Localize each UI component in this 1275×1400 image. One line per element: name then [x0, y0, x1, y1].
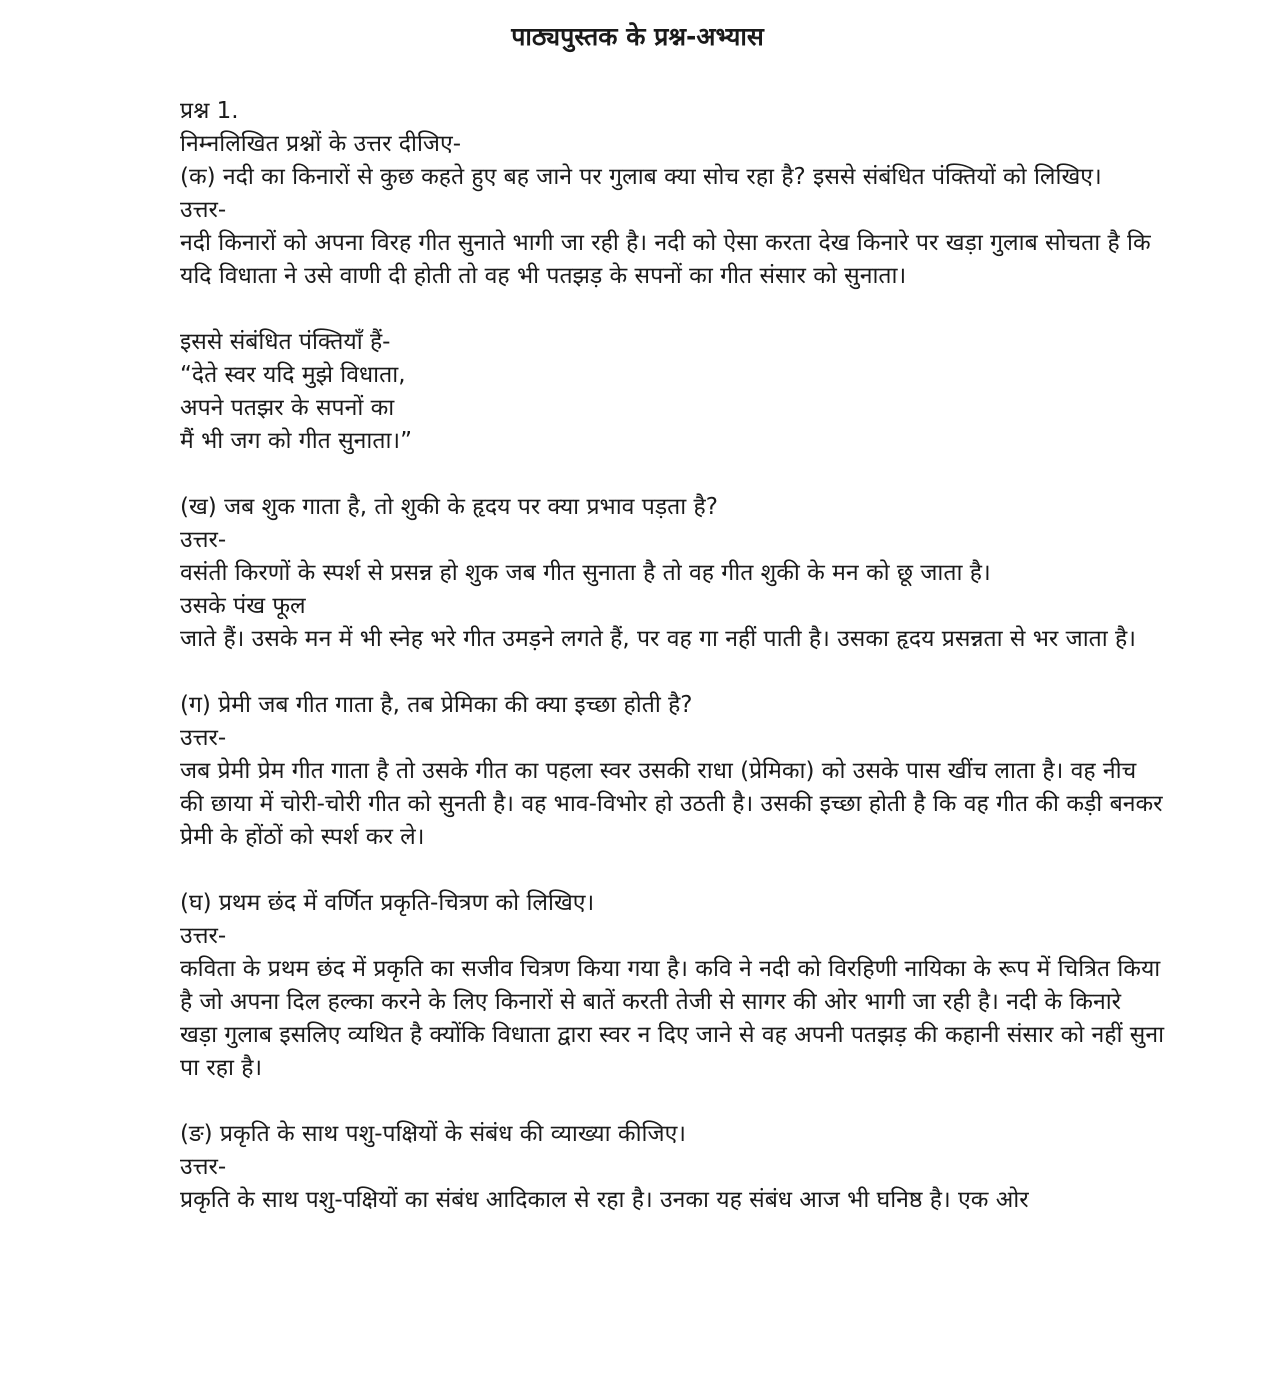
question-gha: (घ) प्रथम छंद में वर्णित प्रकृति-चित्रण को लिखिए।	[180, 890, 595, 916]
verse-line-2: अपने पतझर के सपनों का	[180, 395, 395, 421]
answer-kha-line-1: वसंती किरणों के स्पर्श से प्रसन्न हो शुक जब गीत सुनाता है तो वह गीत शुकी के मन को छू जाता है।	[180, 560, 991, 586]
answer-label-gha: उत्तर-	[180, 923, 227, 949]
answer-nga: प्रकृति के साथ पशु-पक्षियों का संबंध आदिकाल से रहा है। उनका यह संबंध आज भी घनिष्ठ है। एक ओर	[180, 1187, 1029, 1213]
answer-ka: नदी किनारों को अपना विरह गीत सुनाते भागी जा रही है। नदी को ऐसा करता देख किनारे पर खड़ा गुलाब सोचता है कि यदि विधाता ने उसे वाणी दी होती तो वह भी पतझड़ के सपनों का गीत संसार को सुनाता।	[180, 230, 1151, 289]
answer-label-ga: उत्तर-	[180, 725, 227, 751]
question-ga: (ग) प्रेमी जब गीत गाता है, तब प्रेमिका की क्या इच्छा होती है?	[180, 692, 693, 718]
question-nga: (ङ) प्रकृति के साथ पशु-पक्षियों के संबंध की व्याख्या कीजिए।	[180, 1121, 686, 1147]
verse-line-1: “देते स्वर यदि मुझे विधाता,	[180, 362, 406, 388]
question-number: प्रश्न 1.	[180, 98, 239, 124]
related-lines-intro: इससे संबंधित पंक्तियाँ हैं-	[180, 329, 391, 355]
question-kha: (ख) जब शुक गाता है, तो शुकी के हृदय पर क्या प्रभाव पड़ता है?	[180, 494, 718, 520]
answer-gha: कविता के प्रथम छंद में प्रकृति का सजीव चित्रण किया गया है। कवि ने नदी को विरहिणी नायिका के रूप में चित्रित किया है जो अपना दिल हल्का करने के लिए किनारों से बातें करती तेजी से सागर की ओर भागी जा रही है। नदी के किनारे खड़ा गुलाब इसलिए व्यथित है क्योंकि विधाता द्वारा स्वर न दिए जाने से वह अपनी पतझड़ की कहानी संसार को नहीं सुना पा रहा है।	[180, 956, 1165, 1081]
answer-label-nga: उत्तर-	[180, 1154, 227, 1180]
answer-ga: जब प्रेमी प्रेम गीत गाता है तो उसके गीत का पहला स्वर उसकी राधा (प्रेमिका) को उसके पास खींच लाता है। वह नीच की छाया में चोरी-चोरी गीत को सुनती है। वह भाव-विभोर हो उठती है। उसकी इच्छा होती है कि वह गीत की कड़ी बनकर प्रेमी के होंठों को स्पर्श कर ले।	[180, 758, 1163, 850]
answer-kha-rest: जाते हैं। उसके मन में भी स्नेह भरे गीत उमड़ने लगते हैं, पर वह गा नहीं पाती है। उसका हृदय प्रसन्नता से भर जाता है।	[180, 626, 1136, 652]
instruction-text: निम्नलिखित प्रश्नों के उत्तर दीजिए-	[180, 131, 461, 157]
page-title: पाठ्यपुस्तक के प्रश्न-अभ्यास	[511, 22, 764, 51]
verse-line-3: मैं भी जग को गीत सुनाता।”	[180, 428, 413, 454]
answer-label-ka: उत्तर-	[180, 197, 227, 223]
document-body	[180, 95, 1165, 1217]
question-ka: (क) नदी का किनारों से कुछ कहते हुए बह जाने पर गुलाब क्या सोच रहा है? इससे संबंधित पंक्तियों को लिखिए।	[180, 164, 1102, 190]
answer-label-kha: उत्तर-	[180, 527, 227, 553]
answer-kha-line-2: उसके पंख फूल	[180, 593, 306, 619]
